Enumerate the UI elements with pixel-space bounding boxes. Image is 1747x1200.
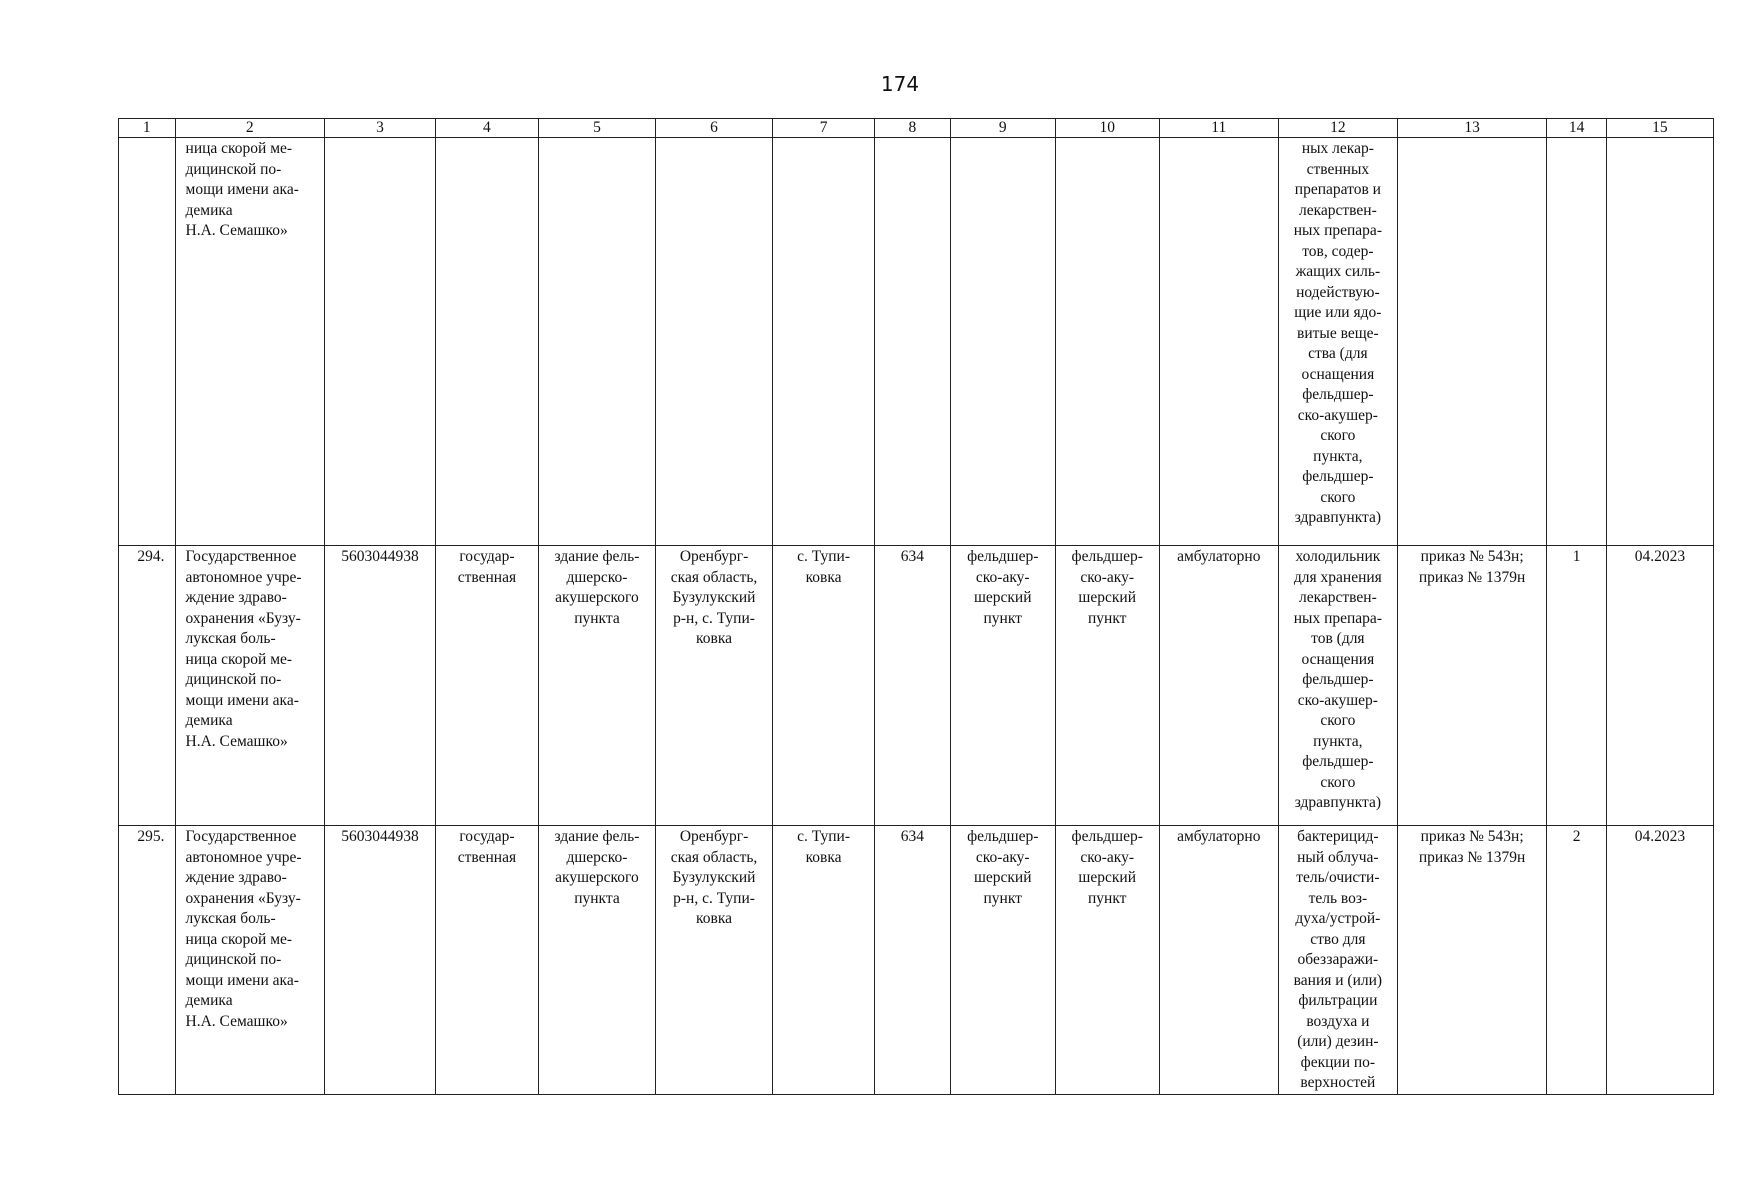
organization-cell: Государственное автономное учре- ждение здраво- охранения «Бузу- лукская боль- ница скорой ме- дицинской по- мощи имени ака- демика Н.А. Семашко» (175, 826, 324, 1095)
column-number: 15 (1606, 119, 1713, 138)
table-row (119, 138, 1714, 546)
column-number: 1 (119, 119, 176, 138)
facility-type-cell (950, 138, 1055, 546)
column-number: 3 (324, 119, 435, 138)
population-cell: 634 (875, 826, 951, 1095)
date-cell: 04.2023 (1606, 826, 1713, 1095)
column-number: 5 (538, 119, 655, 138)
equipment-cell: ных лекар- ственных препаратов и лекарствен- ных препара- тов, содер- жащих силь- нодействую- щие или ядо- витые веще- ства (для оснащения фельдшер- ско-акушер- ского пункта, фельдшер- ского здравпункта) (1278, 138, 1397, 546)
order-cell (1397, 138, 1546, 546)
inn-cell: 5603044938 (324, 546, 435, 826)
column-number: 10 (1055, 119, 1159, 138)
building-cell (538, 138, 655, 546)
column-number: 4 (435, 119, 538, 138)
care-form-cell: амбулаторно (1159, 546, 1278, 826)
order-cell: приказ № 543н; приказ № 1379н (1397, 826, 1546, 1095)
column-number: 11 (1159, 119, 1278, 138)
column-number: 8 (875, 119, 951, 138)
column-number: 14 (1547, 119, 1607, 138)
facility-type-cell: фельдшер- ско-аку- шерский пункт (950, 826, 1055, 1095)
settlement-cell: с. Тупи- ковка (773, 546, 875, 826)
ownership-cell (435, 138, 538, 546)
quantity-cell: 1 (1547, 546, 1607, 826)
building-cell: здание фель- дшерско- акушерского пункта (538, 546, 655, 826)
row-number-cell: 294. (119, 546, 176, 826)
population-cell: 634 (875, 546, 951, 826)
ownership-cell: государ- ственная (435, 546, 538, 826)
page-number: 174 (880, 72, 920, 96)
address-cell: Оренбург- ская область, Бузулукский р-н, с. Тупи- ковка (656, 546, 773, 826)
organization-cell: Государственное автономное учре- ждение здраво- охранения «Бузу- лукская боль- ница скорой ме- дицинской по- мощи имени ака- демика Н.А. Семашко» (175, 546, 324, 826)
settlement-cell (773, 138, 875, 546)
registry-table (118, 118, 1714, 1095)
unit-type-cell (1055, 138, 1159, 546)
column-number: 13 (1397, 119, 1546, 138)
population-cell (875, 138, 951, 546)
quantity-cell: 2 (1547, 826, 1607, 1095)
address-cell (656, 138, 773, 546)
order-cell: приказ № 543н; приказ № 1379н (1397, 546, 1546, 826)
unit-type-cell: фельдшер- ско-аку- шерский пункт (1055, 826, 1159, 1095)
row-number-cell: 295. (119, 826, 176, 1095)
address-cell: Оренбург- ская область, Бузулукский р-н, с. Тупи- ковка (656, 826, 773, 1095)
unit-type-cell: фельдшер- ско-аку- шерский пункт (1055, 546, 1159, 826)
equipment-cell: холодильник для хранения лекарствен- ных препара- тов (для оснащения фельдшер- ско-акушер- ского пункта, фельдшер- ского здравпункта) (1278, 546, 1397, 826)
settlement-cell: с. Тупи- ковка (773, 826, 875, 1095)
care-form-cell (1159, 138, 1278, 546)
row-number-cell (119, 138, 176, 546)
building-cell: здание фель- дшерско- акушерского пункта (538, 826, 655, 1095)
facility-type-cell: фельдшер- ско-аку- шерский пункт (950, 546, 1055, 826)
equipment-cell: бактерицид- ный облуча- тель/очисти- тель воз- духа/устрой- ство для обеззаражи- вания и (или) фильтрации воздуха и (или) дезин- фекции по- верхностей (1278, 826, 1397, 1095)
column-number: 2 (175, 119, 324, 138)
table-row (119, 826, 1714, 1095)
organization-cell: ница скорой ме- дицинской по- мощи имени ака- демика Н.А. Семашко» (175, 138, 324, 546)
column-number-row (119, 119, 1714, 138)
care-form-cell: амбулаторно (1159, 826, 1278, 1095)
quantity-cell (1547, 138, 1607, 546)
column-number: 9 (950, 119, 1055, 138)
inn-cell: 5603044938 (324, 826, 435, 1095)
inn-cell (324, 138, 435, 546)
date-cell: 04.2023 (1606, 546, 1713, 826)
column-number: 6 (656, 119, 773, 138)
column-number: 7 (773, 119, 875, 138)
table-row (119, 546, 1714, 826)
column-number: 12 (1278, 119, 1397, 138)
ownership-cell: государ- ственная (435, 826, 538, 1095)
date-cell (1606, 138, 1713, 546)
